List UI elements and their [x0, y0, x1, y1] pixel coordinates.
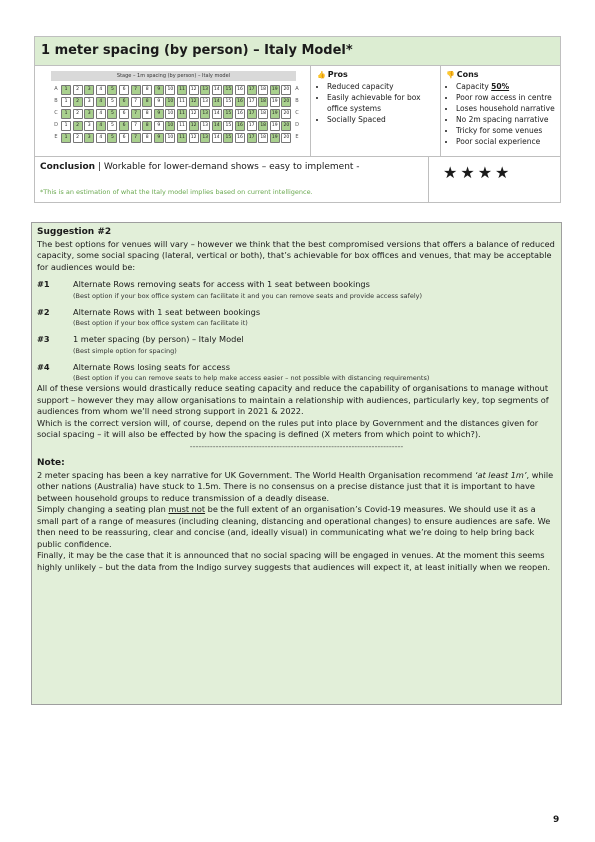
seat: 20 — [281, 109, 291, 119]
row-label: B — [295, 98, 299, 104]
seat: 5 — [107, 133, 117, 143]
seat: 14 — [212, 97, 222, 107]
seat: 14 — [212, 133, 222, 143]
seat: 19 — [270, 97, 280, 107]
seating-plan — [35, 66, 311, 156]
star-rating: ★★★★ — [443, 163, 513, 182]
seat: 3 — [84, 97, 94, 107]
capacity-prefix: Capacity — [456, 82, 492, 91]
note1-text-a: 2 meter spacing has been a key narrative for UK Government. The World Health Organisation recommend — [37, 469, 475, 480]
seat: 3 — [84, 121, 94, 131]
seat: 6 — [119, 85, 129, 95]
seat: 1 — [61, 121, 71, 131]
thumbs-down-icon: 👎 — [446, 71, 455, 79]
item-number: #2 — [37, 306, 50, 317]
row-label: C — [295, 110, 299, 116]
card-title: 1 meter spacing (by person) – Italy Model* — [35, 37, 560, 66]
note-paragraph-1 — [37, 470, 556, 505]
cons-title: Cons — [456, 70, 479, 79]
seat-row-d — [53, 121, 311, 131]
seat: 7 — [131, 109, 141, 119]
seat: 10 — [165, 109, 175, 119]
seat: 4 — [96, 133, 106, 143]
seat: 18 — [258, 121, 268, 131]
seat: 13 — [200, 109, 210, 119]
seat: 3 — [84, 85, 94, 95]
seat: 9 — [154, 97, 164, 107]
seat: 4 — [96, 121, 106, 131]
seat: 5 — [107, 85, 117, 95]
conclusion-label: Conclusion — [40, 162, 96, 172]
card-details — [35, 66, 560, 156]
seat: 12 — [189, 133, 199, 143]
seat: 16 — [235, 85, 245, 95]
seat: 15 — [223, 121, 233, 131]
seat: 18 — [258, 97, 268, 107]
seat: 8 — [142, 109, 152, 119]
seat: 4 — [96, 97, 106, 107]
row-label: B — [54, 98, 58, 104]
seat: 2 — [73, 85, 83, 95]
pros-item: • Reduced capacity — [327, 81, 435, 92]
seat: 16 — [235, 109, 245, 119]
seat: 14 — [212, 109, 222, 119]
seat: 5 — [107, 109, 117, 119]
seat: 2 — [73, 121, 83, 131]
seat: 14 — [212, 121, 222, 131]
seat-row-e — [53, 133, 311, 143]
pros-title: Pros — [327, 70, 348, 79]
item-title: Alternate Rows removing seats for access with 1 seat between bookings — [73, 279, 370, 289]
item-subtitle: (Best option if your box office system can facilitate it) — [73, 319, 248, 327]
cons-list — [446, 81, 564, 147]
suggestion-item — [37, 334, 556, 356]
seat: 14 — [212, 85, 222, 95]
seat: 13 — [200, 133, 210, 143]
row-label: C — [54, 110, 58, 116]
seat: 13 — [200, 97, 210, 107]
cons-item: • Poor social experience — [456, 136, 564, 147]
seat: 17 — [247, 85, 257, 95]
seat: 19 — [270, 121, 280, 131]
item-title: Alternate Rows with 1 seat between bookings — [73, 306, 261, 317]
pros-item: • Socially Spaced — [327, 114, 435, 125]
seat: 9 — [154, 85, 164, 95]
seat: 1 — [61, 85, 71, 95]
seat: 2 — [73, 133, 83, 143]
item-number: #3 — [37, 334, 50, 344]
item-subtitle: (Best simple option for spacing) — [73, 346, 177, 355]
seat: 17 — [247, 97, 257, 107]
seat: 4 — [96, 85, 106, 95]
seat: 3 — [84, 109, 94, 119]
seat: 16 — [235, 97, 245, 107]
seat: 5 — [107, 121, 117, 131]
seat: 20 — [281, 97, 291, 107]
note2-text-a: Simply changing a seating plan — [37, 504, 169, 514]
suggestion-box — [31, 222, 562, 705]
seat: 5 — [107, 97, 117, 107]
seat: 18 — [258, 133, 268, 143]
seat: 10 — [165, 133, 175, 143]
seat: 11 — [177, 121, 187, 131]
seat: 6 — [119, 97, 129, 107]
cons-item: • Poor row access in centre — [456, 92, 564, 103]
suggestion-item — [37, 362, 556, 384]
row-label: E — [295, 134, 299, 140]
seat: 19 — [270, 85, 280, 95]
seat: 12 — [189, 121, 199, 131]
item-number: #4 — [37, 361, 50, 372]
item-subtitle: (Best option if you can remove seats to help make access easier – not possible with distancing requirements) — [73, 374, 430, 382]
seat: 15 — [223, 85, 233, 95]
seat: 15 — [223, 97, 233, 107]
seat: 16 — [235, 133, 245, 143]
seat: 17 — [247, 133, 257, 143]
seat: 18 — [258, 109, 268, 119]
note2-emphasis: must not — [168, 504, 206, 514]
conclusion-cell — [35, 157, 429, 203]
seat: 20 — [281, 85, 291, 95]
seat: 12 — [189, 109, 199, 119]
cons-item: • Tricky for some venues — [456, 125, 564, 136]
row-label: A — [295, 86, 299, 92]
stage-label: Stage – 1m spacing (by person) – Italy model — [51, 71, 296, 81]
seat-row-c — [53, 109, 311, 119]
seat: 19 — [270, 109, 280, 119]
seat: 6 — [119, 109, 129, 119]
seat: 11 — [177, 97, 187, 107]
seat: 20 — [281, 121, 291, 131]
row-label: E — [54, 134, 58, 140]
seat: 20 — [281, 133, 291, 143]
item-title: Alternate Rows losing seats for access — [73, 361, 230, 372]
seat: 13 — [200, 85, 210, 95]
estimation-note: *This is an estimation of what the Italy model implies based on current intelligence. — [40, 188, 313, 196]
row-label: A — [54, 86, 58, 92]
seat: 7 — [131, 85, 141, 95]
seat: 2 — [73, 97, 83, 107]
seat: 12 — [189, 85, 199, 95]
seat: 16 — [235, 121, 245, 131]
seat: 4 — [96, 109, 106, 119]
page-number: 9 — [553, 815, 560, 825]
seat: 6 — [119, 133, 129, 143]
cons-item: • No 2m spacing narrative — [456, 114, 564, 125]
seat: 8 — [142, 133, 152, 143]
pros-item: • Easily achievable for box office systems — [327, 92, 435, 114]
conclusion-row — [35, 156, 560, 203]
italy-model-card — [34, 36, 561, 203]
note1-text-c: , while other nations (Australia) have stuck to 1.5m. There is no consensus on a precise distance just that it is important to have between household groups to reduce transmission of a deadly disease. — [37, 469, 554, 503]
divider: -------------------------------------------------------------------------- — [189, 441, 404, 451]
suggestion-intro: The best options for venues will vary – however we think that the best compromised versions that offers a balance of reduced capacity, some social spacing (lateral, vertical or both), that’s achievable for box offices and venues, that may be acceptable for audiences would be: — [37, 238, 555, 272]
seat: 12 — [189, 97, 199, 107]
seat: 3 — [84, 133, 94, 143]
pros-heading — [317, 69, 435, 81]
seat: 15 — [223, 109, 233, 119]
seat: 1 — [61, 133, 71, 143]
seat: 1 — [61, 97, 71, 107]
conclusion-text: | Workable for lower-demand shows – easy to implement - — [95, 162, 360, 172]
seat: 9 — [154, 133, 164, 143]
seat: 18 — [258, 85, 268, 95]
seat: 7 — [131, 97, 141, 107]
seat: 9 — [154, 121, 164, 131]
seat-row-a — [53, 85, 311, 95]
seat: 11 — [177, 133, 187, 143]
note-paragraph-3: Finally, it may be the case that it is announced that no social spacing will be engaged in venues. At the moment this seems highly unlikely – but the data from the Indigo survey suggests that audiences will expect it, at least initially when we reopen. — [37, 550, 551, 572]
conclusion — [40, 162, 360, 172]
seat: 17 — [247, 121, 257, 131]
paragraph-capacity: All of these versions would drastically reduce seating capacity and reduce the capability of organisations to manage without support – however they may allow organisations to maintain a relationship with audiences, particularly key, top segments of audiences from whom we’ll need strong support in 2021 & 2022. — [37, 383, 549, 416]
capacity-value: 50% — [491, 82, 510, 91]
seat: 8 — [142, 85, 152, 95]
note-heading: Note: — [37, 458, 65, 468]
cons-section — [440, 66, 564, 156]
seat: 13 — [200, 121, 210, 131]
seat-row-b — [53, 97, 311, 107]
seat: 8 — [142, 121, 152, 131]
seat: 2 — [73, 109, 83, 119]
item-title: 1 meter spacing (by person) – Italy Model — [73, 334, 244, 344]
seat: 8 — [142, 97, 152, 107]
pros-list — [317, 81, 435, 125]
seat: 19 — [270, 133, 280, 143]
seat: 17 — [247, 109, 257, 119]
suggestion-item — [37, 307, 556, 329]
suggestion-list — [37, 279, 556, 383]
cons-heading — [446, 69, 564, 81]
note1-quote: ‘at least 1m’ — [474, 469, 527, 480]
note2-text-c: be the full extent of an organisation’s Covid-19 measures. We should use it as a small part of a range of measures (including cleaning, distancing and operational changes) to ensure audiences are safe. We then need to be reassuring, clear and concise (and, ideally visual) in communicating what we’re doing to help bring back public confidence. — [37, 504, 551, 549]
seat: 15 — [223, 133, 233, 143]
seat: 10 — [165, 121, 175, 131]
seat: 6 — [119, 121, 129, 131]
seat: 7 — [131, 121, 141, 131]
row-label: D — [54, 122, 58, 128]
cons-item: • Loses household narrative — [456, 103, 564, 114]
pros-section — [317, 69, 435, 125]
thumbs-up-icon: 👍 — [317, 71, 326, 79]
cons-item-capacity — [456, 81, 564, 92]
seat: 7 — [131, 133, 141, 143]
seat: 1 — [61, 109, 71, 119]
seat: 11 — [177, 109, 187, 119]
suggestion-heading: Suggestion #2 — [37, 227, 112, 237]
row-label: D — [295, 122, 299, 128]
seat: 10 — [165, 85, 175, 95]
item-subtitle: (Best option if your box office system can facilitate it and you can remove seats and provide access safely) — [73, 291, 423, 300]
suggestion-item — [37, 279, 556, 301]
seat: 9 — [154, 109, 164, 119]
paragraph-rules: Which is the correct version will, of course, depend on the rules put into place by Government and the distances given for social spacing – it will also be effected by how the spacing is defined (X meters from which point to which?). — [37, 417, 539, 439]
item-number: #1 — [37, 279, 50, 289]
note-paragraph-2 — [37, 504, 556, 550]
seat: 11 — [177, 85, 187, 95]
seat: 10 — [165, 97, 175, 107]
